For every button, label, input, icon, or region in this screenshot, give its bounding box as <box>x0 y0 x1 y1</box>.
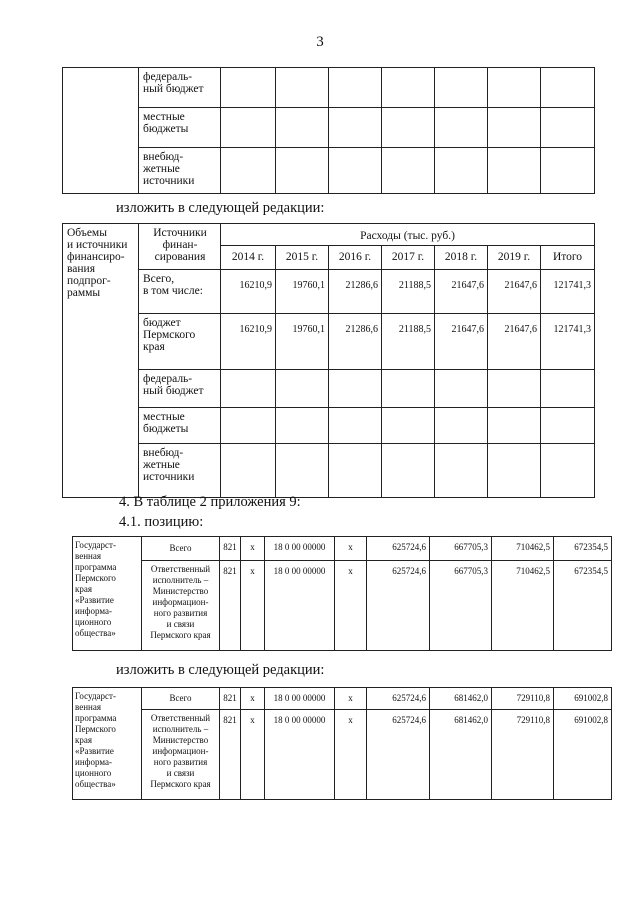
value-cell: 681462,0 <box>430 710 492 800</box>
csr-cell: 18 0 00 00000 <box>265 688 335 710</box>
value-cell: 691002,8 <box>554 710 612 800</box>
table-row <box>63 444 595 498</box>
program-name: Государст- венная программа Пермского края «Развитие информа- ционного общества» <box>73 537 142 651</box>
paragraph-redaction-2: изложить в следующей редакции: <box>116 662 325 678</box>
source-label: федераль- ный бюджет <box>139 68 221 108</box>
value-cell: 21286,6 <box>329 314 382 370</box>
table-header-row <box>63 224 595 246</box>
code-cell: 821 <box>220 537 241 561</box>
code-cell: 821 <box>220 688 241 710</box>
page-number: 3 <box>316 34 324 50</box>
code-cell: 821 <box>220 710 241 800</box>
value-cell: 729110,8 <box>492 710 554 800</box>
value-cell: 625724,6 <box>367 561 430 651</box>
table-program-new <box>72 687 612 800</box>
value-cell: 691002,8 <box>554 688 612 710</box>
x-cell: х <box>335 537 367 561</box>
header-volumes-sources: Объемы и источники финансиро- вания подпрог- раммы <box>63 224 139 498</box>
empty-cell <box>63 68 139 194</box>
value-cell: 710462,5 <box>492 537 554 561</box>
value-cell: 681462,0 <box>430 688 492 710</box>
paragraph-section-4-1: 4.1. позицию: <box>119 514 204 530</box>
year-2016: 2016 г. <box>329 246 382 270</box>
value-cell: 121741,3 <box>541 270 595 314</box>
table-row <box>63 148 595 194</box>
table-row <box>63 68 595 108</box>
role-cell: Всего <box>142 537 220 561</box>
value-cell: 625724,6 <box>367 537 430 561</box>
value-cell: 16210,9 <box>221 270 276 314</box>
source-label: местные бюджеты <box>139 108 221 148</box>
header-financing-sources: Источники финан- сирования <box>139 224 221 270</box>
year-2017: 2017 г. <box>382 246 435 270</box>
table-row <box>63 408 595 444</box>
value-cell: 16210,9 <box>221 314 276 370</box>
program-name: Государст- венная программа Пермского края «Развитие информа- ционного общества» <box>73 688 142 800</box>
value-cell: 21647,6 <box>488 270 541 314</box>
paragraph-redaction-1: изложить в следующей редакции: <box>116 200 325 216</box>
table-row <box>63 370 595 408</box>
role-cell: Всего <box>142 688 220 710</box>
source-label: бюджет Пермского края <box>139 314 221 370</box>
table-program-old <box>72 536 612 651</box>
value-cell: 21647,6 <box>435 314 488 370</box>
value-cell: 121741,3 <box>541 314 595 370</box>
x-cell: х <box>241 537 265 561</box>
csr-cell: 18 0 00 00000 <box>265 561 335 651</box>
table-row <box>63 270 595 314</box>
table-row <box>63 314 595 370</box>
header-expenses: Расходы (тыс. руб.) <box>221 224 595 246</box>
total-header: Итого <box>541 246 595 270</box>
source-label: внебюд- жетные источники <box>139 444 221 498</box>
code-cell: 821 <box>220 561 241 651</box>
value-cell: 21188,5 <box>382 270 435 314</box>
value-cell: 19760,1 <box>276 270 329 314</box>
table-row <box>73 561 612 651</box>
x-cell: х <box>241 710 265 800</box>
value-cell: 729110,8 <box>492 688 554 710</box>
year-2019: 2019 г. <box>488 246 541 270</box>
value-cell: 21647,6 <box>435 270 488 314</box>
source-label: внебюд- жетные источники <box>139 148 221 194</box>
x-cell: х <box>335 710 367 800</box>
role-cell: Ответственный исполнитель – Министерство информацион- ного развития и связи Пермского края <box>142 561 220 651</box>
value-cell: 667705,3 <box>430 537 492 561</box>
source-label: федераль- ный бюджет <box>139 370 221 408</box>
x-cell: х <box>241 688 265 710</box>
table-row <box>73 537 612 561</box>
value-cell: 625724,6 <box>367 688 430 710</box>
value-cell: 672354,5 <box>554 537 612 561</box>
role-cell: Ответственный исполнитель – Министерство информацион- ного развития и связи Пермского края <box>142 710 220 800</box>
x-cell: х <box>335 561 367 651</box>
csr-cell: 18 0 00 00000 <box>265 537 335 561</box>
x-cell: х <box>335 688 367 710</box>
source-label: Всего, в том числе: <box>139 270 221 314</box>
year-2015: 2015 г. <box>276 246 329 270</box>
source-label: местные бюджеты <box>139 408 221 444</box>
table-row <box>63 108 595 148</box>
x-cell: х <box>241 561 265 651</box>
csr-cell: 18 0 00 00000 <box>265 710 335 800</box>
value-cell: 710462,5 <box>492 561 554 651</box>
value-cell: 21188,5 <box>382 314 435 370</box>
value-cell: 21286,6 <box>329 270 382 314</box>
paragraph-section-4: 4. В таблице 2 приложения 9: <box>119 494 301 510</box>
table-row <box>73 710 612 800</box>
value-cell: 19760,1 <box>276 314 329 370</box>
table-row <box>73 688 612 710</box>
value-cell: 667705,3 <box>430 561 492 651</box>
table-continuation <box>62 67 595 194</box>
year-2018: 2018 г. <box>435 246 488 270</box>
value-cell: 672354,5 <box>554 561 612 651</box>
value-cell: 625724,6 <box>367 710 430 800</box>
table-financing <box>62 223 595 498</box>
year-2014: 2014 г. <box>221 246 276 270</box>
value-cell: 21647,6 <box>488 314 541 370</box>
